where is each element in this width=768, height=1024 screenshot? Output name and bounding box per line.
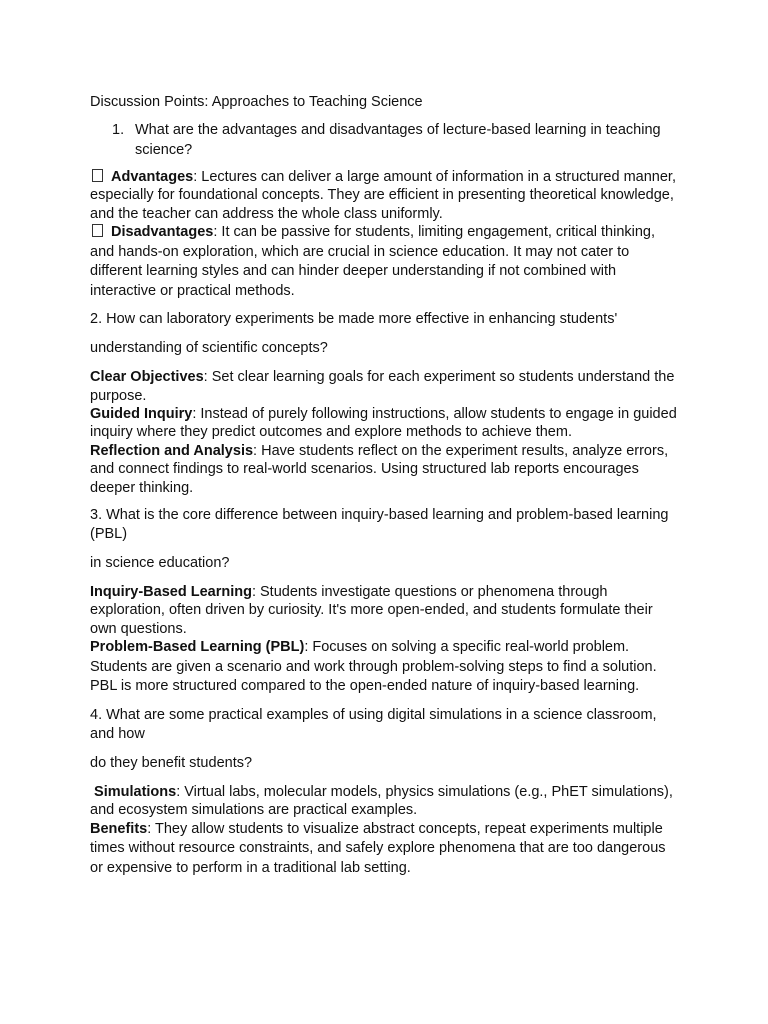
question-1 <box>90 120 682 160</box>
disadvantages-label: Disadvantages <box>111 224 214 241</box>
answer-2-item <box>90 368 682 405</box>
question-4-line-1: 4. What are some practical examples of using digital simulations in a science classroom, and how <box>90 706 657 742</box>
item-text: : Set clear learning goals for each experiment so students understand the purpose. <box>90 369 675 404</box>
item-text: : Students investigate questions or phenomena through exploration, often driven by curiosity. It's more open-ended, and students formulate their own questions. <box>90 584 653 637</box>
question-1-list <box>90 120 682 160</box>
advantages-paragraph <box>90 168 682 223</box>
question-3-line-2: in science education? <box>90 555 230 572</box>
answer-4-item <box>90 783 682 820</box>
answer-1 <box>90 168 682 301</box>
disadvantages-text: : It can be passive for students, limiting engagement, critical thinking, and hands-on exploration, which are crucial in science education. It may not cater to different learning styles and can hinder deeper understanding if not combined with interactive or practical methods. <box>90 224 656 299</box>
item-label: Guided Inquiry <box>90 406 193 423</box>
question-4-line-2: do they benefit students? <box>90 754 253 771</box>
item-label: Benefits <box>90 820 148 837</box>
item-label: Inquiry-Based Learning <box>90 584 252 601</box>
advantages-label: Advantages <box>111 169 194 185</box>
checkbox-glyph-icon <box>92 224 103 237</box>
answer-3-item <box>90 638 682 697</box>
answer-2-item <box>90 442 682 497</box>
disadvantages-paragraph <box>90 223 682 301</box>
question-2-line-1: 2. How can laboratory experiments be made more effective in enhancing students' <box>90 311 618 328</box>
answer-4-item <box>90 820 682 879</box>
question-3-line-1: 3. What is the core difference between inquiry-based learning and problem-based learning (PBL) <box>90 507 669 543</box>
question-1-text: What are the advantages and disadvantages of lecture-based learning in teaching science? <box>135 122 661 158</box>
item-text: : They allow students to visualize abstract concepts, repeat experiments multiple times without resource constraints, and safely explore phenomena that are too dangerous or expensive to perform in a traditional lab setting. <box>90 820 666 876</box>
item-text: : Virtual labs, molecular models, physics simulations (e.g., PhET simulations), and ecosystem simulations are practical examples. <box>90 783 673 819</box>
item-label: Clear Objectives <box>90 369 204 386</box>
document-title: Discussion Points: Approaches to Teaching Science <box>90 94 423 110</box>
document-body <box>90 92 682 887</box>
answer-2-item <box>90 405 682 442</box>
item-text: : Focuses on solving a specific real-world problem. Students are given a scenario and work through problem-solving steps to find a solution. PBL is more structured compared to the open-ended nature of inquiry-based learning. <box>90 639 657 695</box>
advantages-text: : Lectures can deliver a large amount of information in a structured manner, especially for foundational concepts. They are efficient in presenting theoretical knowledge, and the teacher can address the whole class uniformly. <box>90 169 676 222</box>
answer-3 <box>90 583 682 697</box>
answer-4 <box>90 783 682 878</box>
question-1-number: 1. <box>112 122 125 138</box>
answer-2 <box>90 368 682 497</box>
item-label: Simulations <box>94 783 177 800</box>
item-text: : Have students reflect on the experiment results, analyze errors, and connect findings to real-world scenarios. Using structured lab reports encourages deeper thinking. <box>90 442 669 496</box>
item-label: Problem-Based Learning (PBL) <box>90 639 305 656</box>
item-label: Reflection and Analysis <box>90 442 254 459</box>
checkbox-glyph-icon <box>92 169 103 182</box>
answer-3-item <box>90 583 682 638</box>
question-2-line-2: understanding of scientific concepts? <box>90 340 328 357</box>
item-text: : Instead of purely following instructions, allow students to engage in guided inquiry where they predict outcomes and explore methods to achieve them. <box>90 406 677 441</box>
